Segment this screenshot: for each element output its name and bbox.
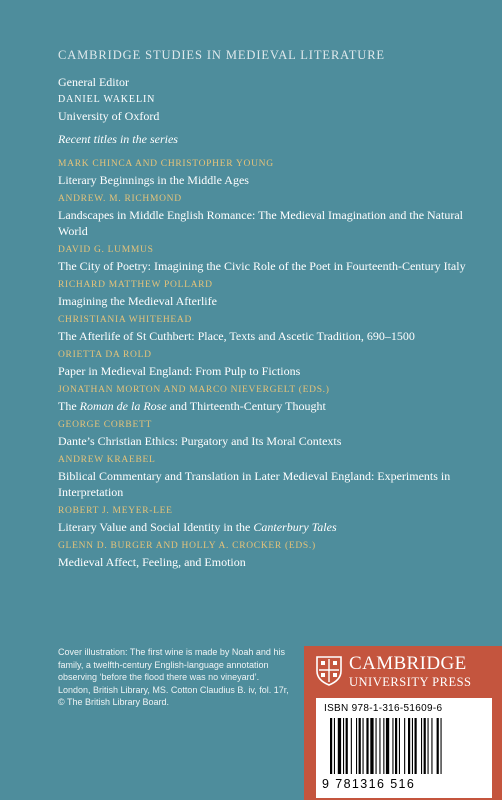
barcode-bar: [379, 718, 380, 774]
barcode-bar: [376, 718, 377, 774]
title-text: The City of Poetry: Imagining the Civic Role of the Poet in Fourteenth-Century Italy: [58, 259, 466, 273]
barcode-bar: [363, 718, 364, 774]
title-entry: [58, 192, 468, 239]
title-author: DAVID G. LUMMUS: [58, 245, 154, 255]
barcode-bar: [383, 718, 384, 774]
recent-titles-label: Recent titles in the series: [58, 132, 178, 146]
title-author: ANDREW KRAEBEL: [58, 455, 156, 465]
barcode-bar: [343, 718, 344, 774]
barcode-bar: [404, 718, 405, 774]
general-editor-block: [58, 74, 159, 125]
title-author: ORIETTA DA ROLD: [58, 350, 152, 360]
title-author: RICHARD MATTHEW POLLARD: [58, 280, 213, 290]
barcode-bar: [421, 718, 422, 774]
title-entry: [58, 348, 468, 379]
cambridge-shield-icon: [316, 656, 342, 686]
title-text: Imagining the Medieval Afterlife: [58, 294, 217, 308]
barcode-bar: [412, 718, 413, 774]
isbn-label: ISBN 978-1-316-51609-6: [324, 703, 443, 714]
title-italic-text: Canterbury Tales: [253, 520, 337, 534]
barcode-bar: [386, 718, 389, 774]
title-text: Literary Value and Social Identity in the: [58, 520, 254, 534]
barcode-bar: [370, 718, 373, 774]
barcode-bar: [356, 718, 357, 774]
title-text: Medieval Affect, Feeling, and Emotion: [58, 555, 246, 569]
title-author: GLENN D. BURGER AND HOLLY A. CROCKER (EDS.): [58, 541, 316, 551]
title-book: [58, 328, 468, 344]
title-text: The: [58, 399, 80, 413]
barcode-bar: [441, 718, 442, 774]
barcode-bar: [338, 718, 341, 774]
title-entry: [58, 157, 468, 188]
recent-titles-list: [58, 153, 468, 570]
title-book: [58, 433, 468, 449]
publisher-name: CAMBRIDGE: [349, 653, 467, 674]
title-author: CHRISTIANIA WHITEHEAD: [58, 315, 193, 325]
title-author: ANDREW. M. RICHMOND: [58, 194, 182, 204]
editor-affiliation: University of Oxford: [58, 109, 160, 123]
series-title: CAMBRIDGE STUDIES IN MEDIEVAL LITERATURE: [58, 48, 385, 62]
barcode-bar: [330, 718, 332, 774]
title-entry: [58, 504, 468, 535]
barcode-bar: [392, 718, 393, 774]
title-author: ROBERT J. MEYER-LEE: [58, 506, 173, 516]
title-book: [58, 172, 468, 188]
barcode-bar: [351, 718, 352, 774]
barcode-bar: [437, 718, 439, 774]
barcode-bar: [428, 718, 429, 774]
barcode-bar: [346, 718, 348, 774]
title-book: [58, 554, 468, 570]
title-book: [58, 207, 468, 239]
barcode-bar: [399, 718, 400, 774]
title-italic-text: Roman de la Rose: [79, 399, 167, 413]
publisher-logo: [316, 654, 471, 689]
title-text: Paper in Medieval England: From Pulp to Fictions: [58, 364, 301, 378]
title-text: Dante’s Christian Ethics: Purgatory and Its Moral Contexts: [58, 434, 342, 448]
title-author: GEORGE CORBETT: [58, 420, 152, 430]
editor-role: General Editor: [58, 75, 129, 89]
publisher-block: [304, 646, 502, 800]
title-book: [58, 258, 468, 274]
barcode-bar: [424, 718, 426, 774]
title-book: [58, 363, 468, 379]
barcode-bar: [366, 718, 368, 774]
barcode-box: [316, 698, 492, 798]
barcode-bar: [415, 718, 417, 774]
barcode-bar: [408, 718, 410, 774]
title-book: [58, 293, 468, 309]
title-entry: [58, 243, 468, 274]
barcode-bar: [395, 718, 397, 774]
title-text-continued: and Thirteenth-Century Thought: [166, 399, 326, 413]
title-entry: [58, 539, 468, 570]
title-entry: [58, 418, 468, 449]
barcode-bar: [431, 718, 432, 774]
barcode-bar: [359, 718, 361, 774]
title-author: MARK CHINCA AND CHRISTOPHER YOUNG: [58, 159, 274, 169]
title-entry: [58, 383, 468, 414]
title-book: [58, 519, 468, 535]
cover-illustration-note: Cover illustration: The first wine is made by Noah and his family, a twelfth-century English-language annotation observing ‘before the flood there was no vineyard’. London, British Library, MS. Cotton Claudius B. iv, fol. 17r, © The British Library Board.: [58, 647, 289, 707]
title-entry: [58, 313, 468, 344]
title-text: Literary Beginnings in the Middle Ages: [58, 173, 249, 187]
title-text: Landscapes in Middle English Romance: The Medieval Imagination and the Natural World: [58, 208, 463, 238]
editor-name: DANIEL WAKELIN: [58, 94, 156, 105]
title-author: JONATHAN MORTON AND MARCO NIEVERGELT (EDS.): [58, 385, 330, 395]
title-entry: [58, 453, 468, 500]
title-entry: [58, 278, 468, 309]
title-book: [58, 398, 468, 414]
barcode-bars-icon: [330, 718, 480, 774]
publisher-subtitle: UNIVERSITY PRESS: [349, 675, 472, 689]
barcode-bar: [334, 718, 335, 774]
title-text: The Afterlife of St Cuthbert: Place, Texts and Ascetic Tradition, 690–1500: [58, 329, 415, 343]
barcode-digits: 9 781316 516: [322, 777, 416, 791]
title-book: [58, 468, 468, 500]
title-text: Biblical Commentary and Translation in Later Medieval England: Experiments in Interpretation: [58, 469, 451, 499]
